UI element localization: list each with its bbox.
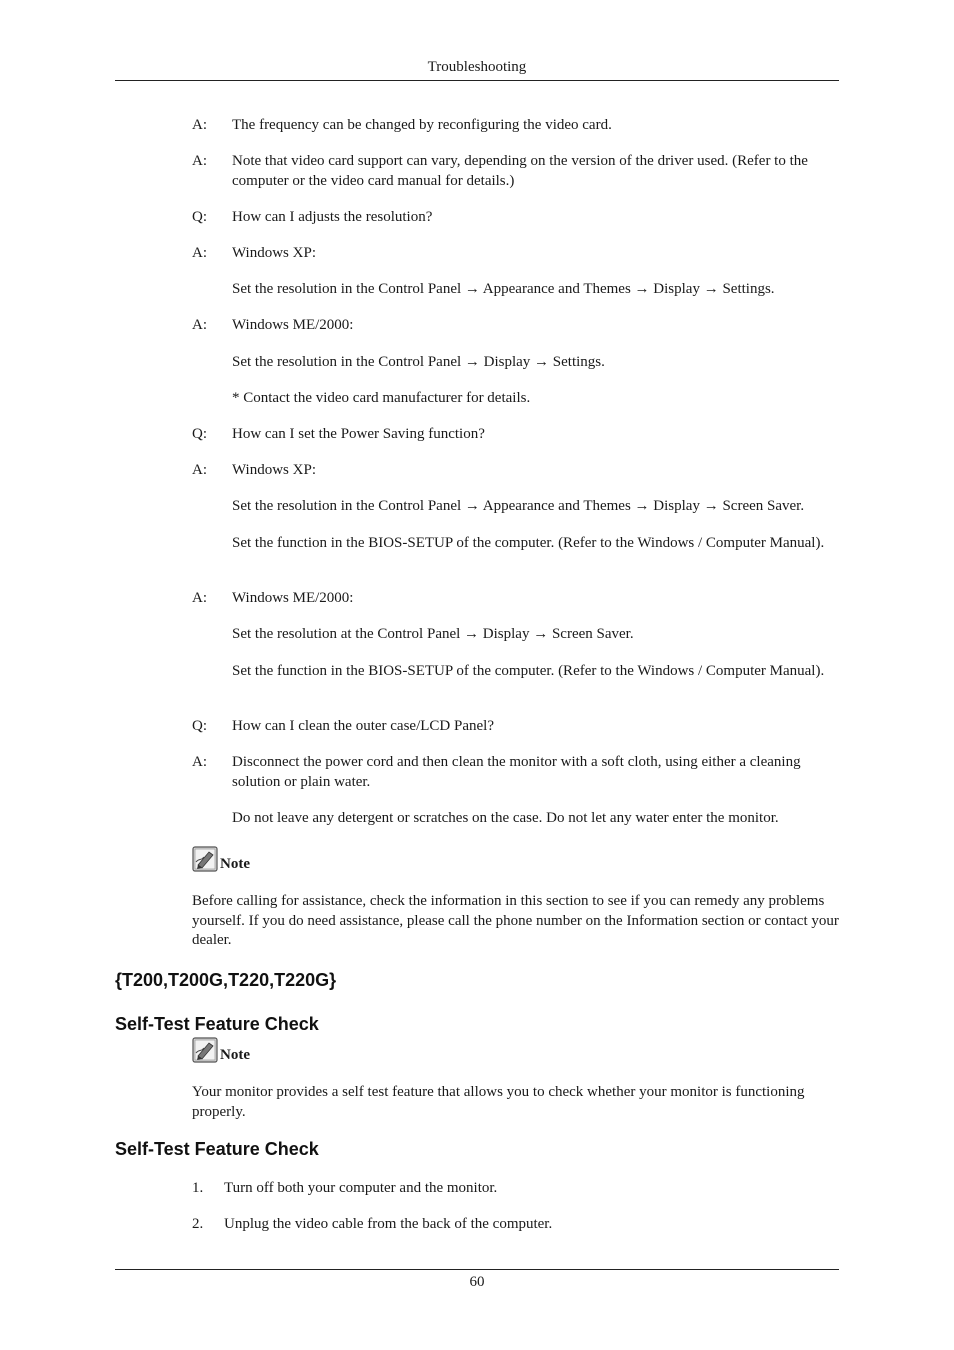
- qa-item: [192, 244, 839, 264]
- qa-text: Windows XP:: [232, 462, 316, 478]
- answer-paragraph: Set the resolution in the Control Panel → Appearance and Themes → Display → Screen Saver.: [232, 498, 805, 514]
- qa-text: Disconnect the power cord and then clean the monitor with a soft cloth, using either a cleaning solution or plain water.: [232, 754, 801, 790]
- answer-paragraph: Set the resolution in the Control Panel → Display → Settings.: [232, 354, 605, 370]
- qa-item: [192, 461, 839, 481]
- answer-paragraph: Set the function in the BIOS-SETUP of the computer. (Refer to the Windows / Computer Manual).: [232, 535, 825, 551]
- qa-label: A:: [192, 317, 207, 333]
- note-label: Note: [220, 856, 250, 872]
- list-item: [192, 1179, 839, 1199]
- qa-label: A:: [192, 590, 207, 606]
- list-text: Turn off both your computer and the monitor.: [224, 1180, 498, 1196]
- qa-text: Note that video card support can vary, depending on the version of the driver used. (Refer to the computer or the video card manual for details.): [232, 153, 808, 189]
- qa-label: A:: [192, 754, 207, 770]
- qa-label: A:: [192, 117, 207, 133]
- header-rule: [115, 80, 839, 81]
- page-number: 60: [469, 1274, 485, 1290]
- answer-paragraph: Do not leave any detergent or scratches on the case. Do not let any water enter the monitor.: [232, 810, 779, 826]
- qa-label: A:: [192, 245, 207, 261]
- list-text: Unplug the video cable from the back of the computer.: [224, 1216, 553, 1232]
- qa-text: Windows ME/2000:: [232, 590, 354, 606]
- qa-item: [192, 316, 839, 336]
- qa-text: Windows XP:: [232, 245, 316, 261]
- section-heading: Self-Test Feature Check: [115, 1139, 319, 1159]
- qa-text: How can I adjusts the resolution?: [232, 209, 433, 225]
- section-heading: Self-Test Feature Check: [115, 1014, 319, 1034]
- qa-item: [192, 208, 839, 228]
- qa-label: A:: [192, 153, 207, 169]
- note-text: Before calling for assistance, check the information in this section to see if you can remedy any problems yourself. If you do need assistance, please call the phone number on the Information section or contact your dealer.: [192, 893, 839, 948]
- footer-rule: [115, 1269, 839, 1270]
- qa-item: [192, 152, 839, 191]
- answer-paragraph: Set the resolution in the Control Panel → Appearance and Themes → Display → Settings.: [232, 281, 775, 297]
- qa-text: Windows ME/2000:: [232, 317, 354, 333]
- models-heading: {T200,T200G,T220,T220G}: [115, 970, 337, 990]
- list-number: 1.: [192, 1180, 204, 1196]
- qa-label: Q:: [192, 718, 207, 734]
- note-text: Your monitor provides a self test feature that allows you to check whether your monitor is functioning properly.: [192, 1084, 805, 1120]
- answer-paragraph: Set the resolution at the Control Panel → Display → Screen Saver.: [232, 626, 634, 642]
- running-header: Troubleshooting: [427, 59, 527, 75]
- qa-text: How can I clean the outer case/LCD Panel?: [232, 718, 494, 734]
- qa-item: [192, 425, 839, 445]
- qa-item: [192, 717, 839, 737]
- qa-label: Q:: [192, 209, 207, 225]
- list-number: 2.: [192, 1216, 204, 1232]
- qa-label: Q:: [192, 426, 207, 442]
- qa-text: The frequency can be changed by reconfiguring the video card.: [232, 117, 612, 133]
- answer-paragraph: * Contact the video card manufacturer for details.: [232, 390, 531, 406]
- note-pencil-icon: [192, 846, 218, 872]
- qa-item: [192, 116, 839, 136]
- qa-item: [192, 589, 839, 609]
- qa-label: A:: [192, 462, 207, 478]
- list-item: [192, 1215, 839, 1235]
- note-label: Note: [220, 1047, 250, 1063]
- qa-text: How can I set the Power Saving function?: [232, 426, 485, 442]
- answer-paragraph: Set the function in the BIOS-SETUP of the computer. (Refer to the Windows / Computer Manual).: [232, 663, 825, 679]
- qa-item: [192, 753, 839, 792]
- note-pencil-icon: [192, 1037, 218, 1063]
